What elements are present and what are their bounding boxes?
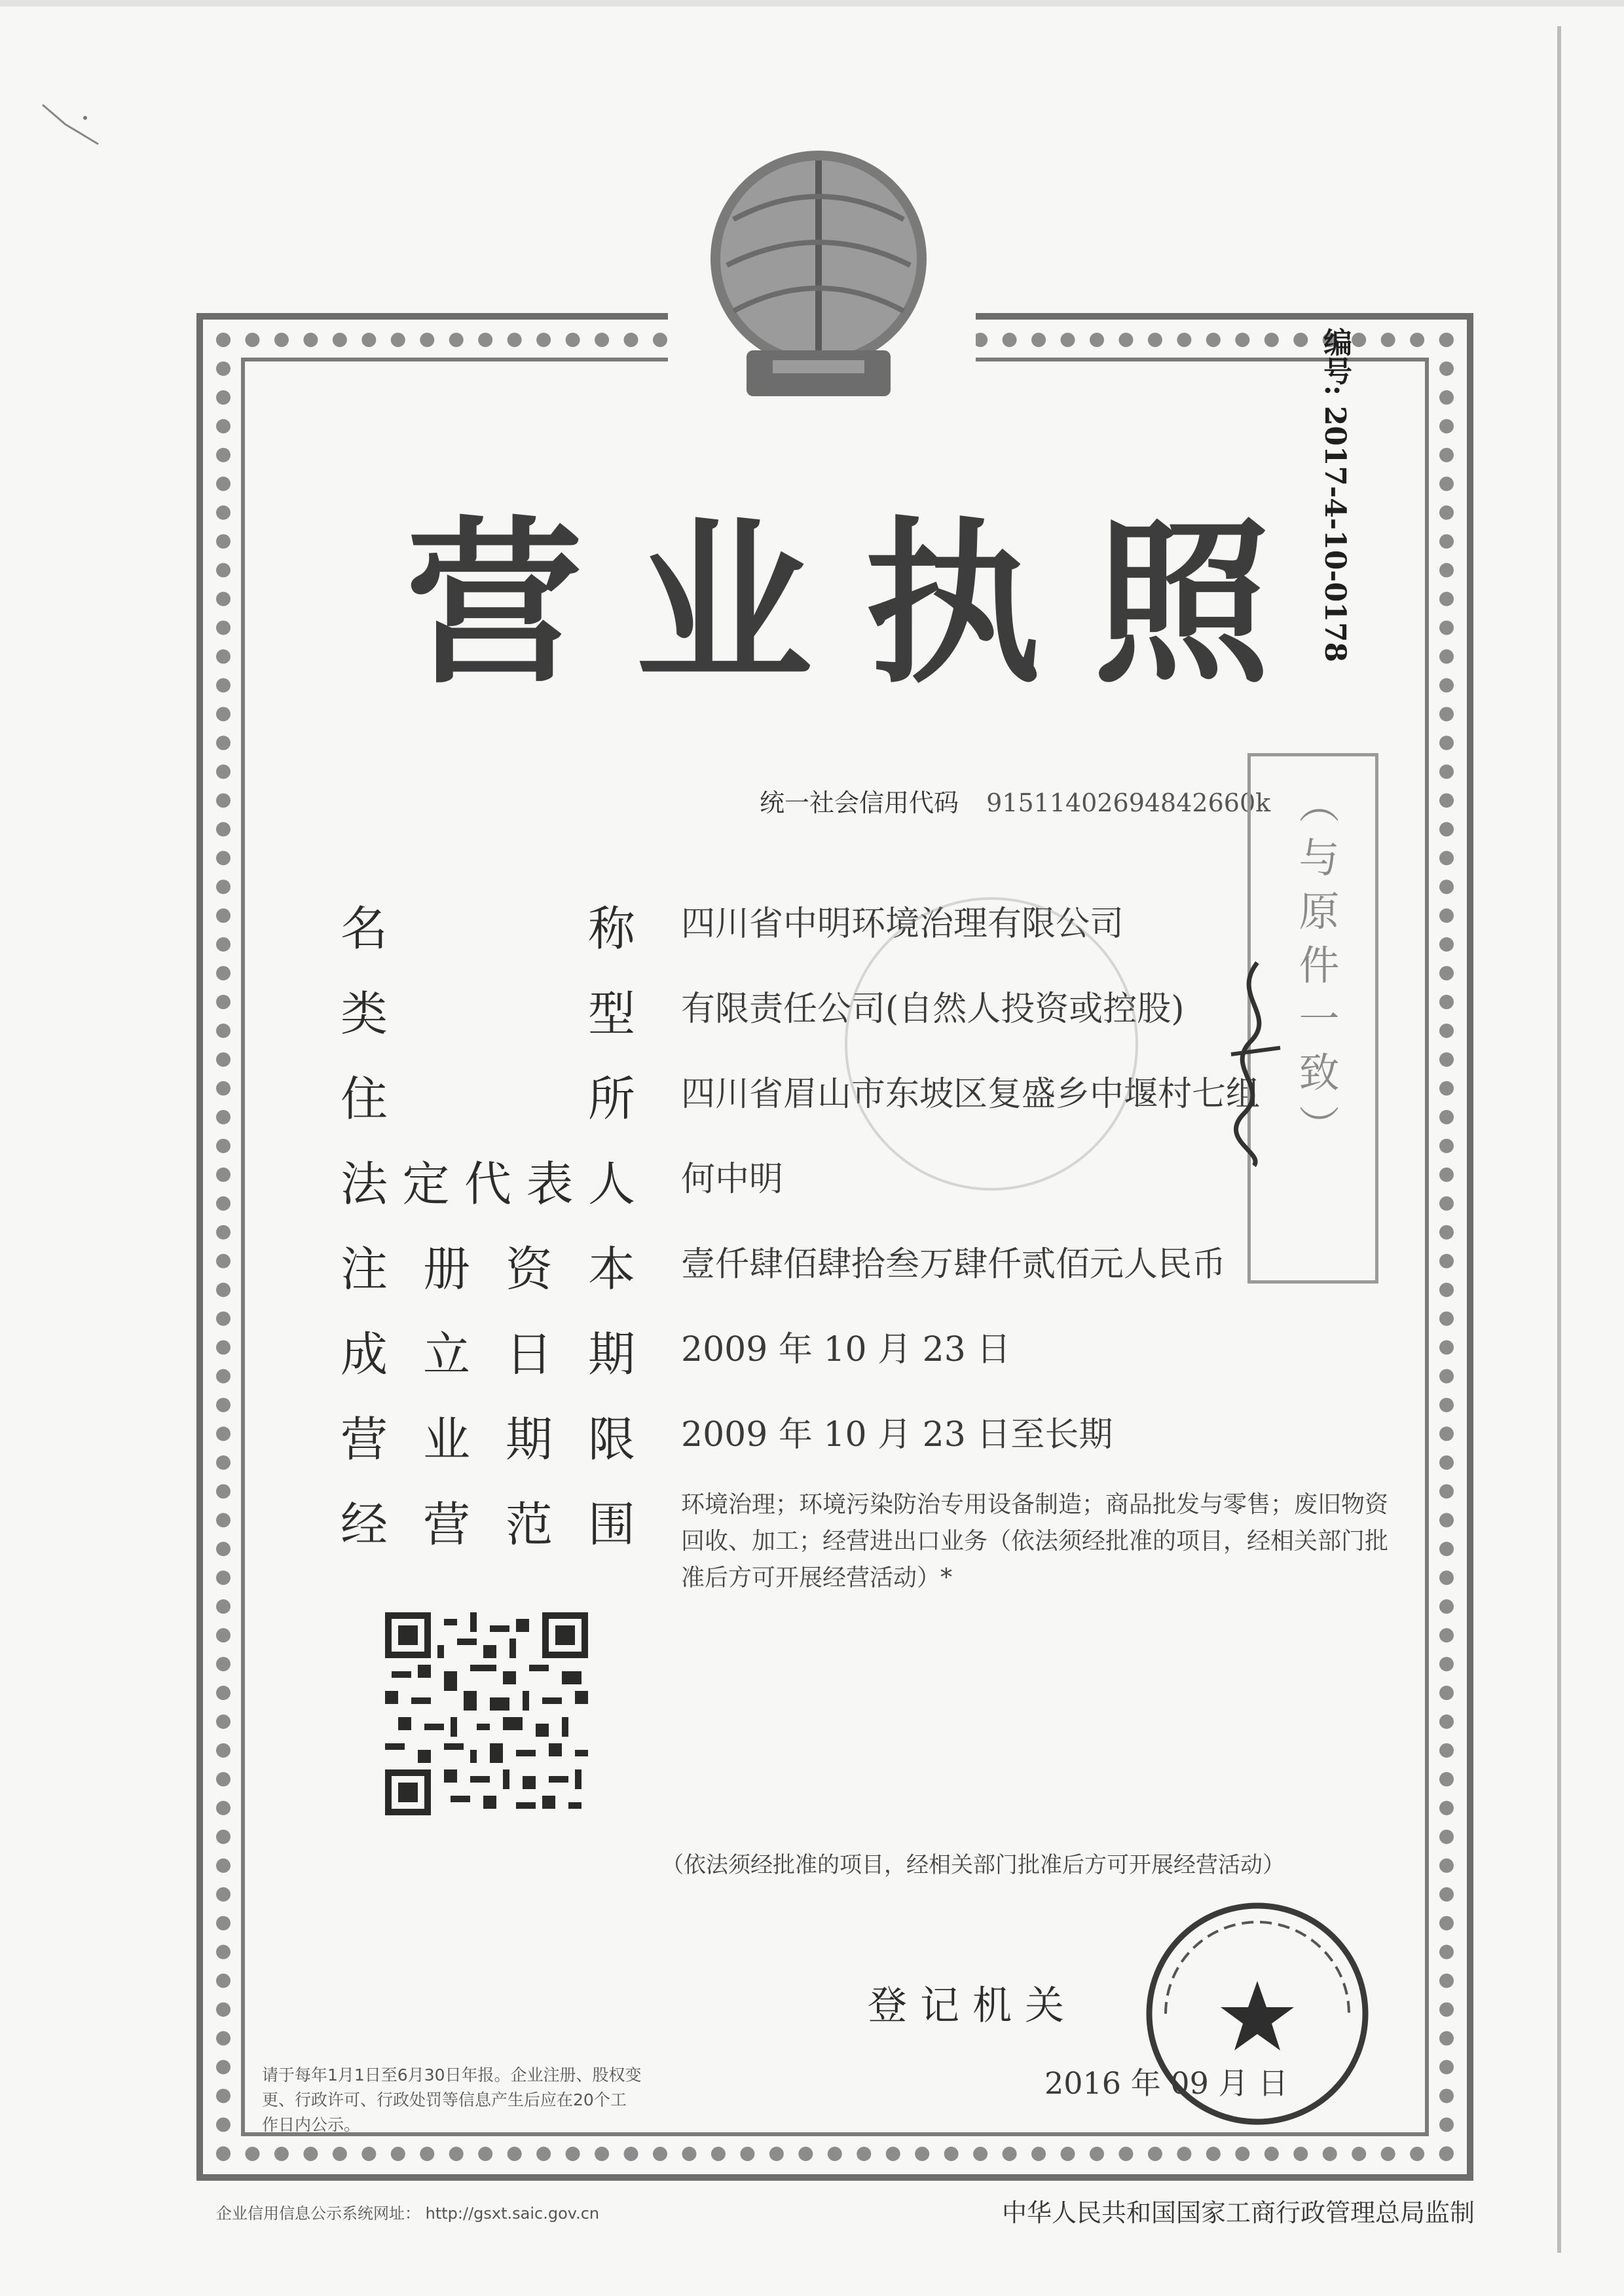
serial-number [1303,327,1356,668]
label-char: 称 [587,901,635,956]
credit-code [760,783,1270,819]
field-label [341,1487,635,1555]
field-value: 四川省眉山市东坡区复盛乡中堰村七组 [681,1075,1261,1114]
field-value: 壹仟肆佰肆拾叁万肆仟贰佰元人民币 [681,1245,1227,1284]
field-label [341,1061,635,1129]
registration-date: 2016 年 09 月 日 [1044,2065,1289,2101]
title-char: 业 [635,499,812,707]
label-char: 业 [422,1412,470,1467]
credit-code-label: 统一社会信用代码 [760,788,959,817]
field-label [341,891,635,959]
label-char: 期 [587,1327,635,1382]
label-char: 立 [422,1327,470,1382]
scan-artifact [39,98,111,151]
national-emblem-icon [674,134,963,422]
label-char: 期 [505,1412,553,1467]
label-char: 围 [587,1497,635,1552]
footer-issuer: 中华人民共和国国家工商行政管理总局监制 [1002,2198,1475,2227]
label-char: 法 [341,1157,388,1212]
label-char: 所 [587,1071,635,1126]
label-char: 本 [587,1242,635,1297]
label-char: 定 [402,1157,450,1212]
label-char: 经 [341,1497,388,1552]
label-char: 住 [341,1071,388,1126]
field-value: 2009 年 10 月 23 日至长期 [681,1415,1113,1454]
label-char: 表 [526,1157,574,1212]
label-char: 人 [587,1157,635,1212]
registration-authority: 登记机关 [868,1983,1077,2029]
field-value: 有限责任公司(自然人投资或控股) [681,990,1185,1029]
label-char: 资 [505,1242,553,1297]
field-value: 2009 年 10 月 23 日 [681,1330,1011,1369]
approval-note: （依法须经批准的项目，经相关部门批准后方可开展经营活动） [661,1852,1285,1878]
serial-label: 编号: [1318,327,1352,396]
scan-top-edge [0,0,1624,7]
field-value: 环境治理；环境污染防治专用设备制造；商品批发与零售；废旧物资回收、加工；经营进出口业务（依法须经批准的项目，经相关部门批准后方可开展经营活动）* [681,1491,1389,1591]
serial-value: 2017-4-10-0178 [1318,405,1352,663]
title-char: 营 [406,499,583,707]
label-char: 注 [341,1242,388,1297]
label-char: 代 [464,1157,511,1212]
field-label [341,976,635,1044]
field-value: 四川省中明环境治理有限公司 [681,904,1124,944]
label-char: 型 [587,986,635,1041]
document-title [406,485,1270,707]
title-char: 执 [864,499,1041,707]
field-label [341,1316,635,1384]
title-char: 照 [1094,499,1270,707]
annual-report-notice: 请于每年1月1日至6月30日年报。企业注册、股权变更、行政许可、行政处罚等信息产生后应在20个工作日内公示。 [262,2065,642,2134]
stamp-text: （与原件一致） [1292,783,1340,1158]
label-char: 类 [341,986,388,1041]
label-char: 范 [505,1497,553,1552]
official-seal-stamp [1139,1896,1375,2132]
field-label [341,1401,635,1470]
label-char: 名 [341,901,388,956]
label-char: 成 [341,1327,388,1382]
label-char: 营 [341,1412,388,1467]
field-label [341,1231,635,1299]
handwritten-signature [1218,956,1290,1172]
qr-code[interactable] [385,1612,588,1815]
label-char: 营 [422,1497,470,1552]
label-char: 册 [422,1242,470,1297]
credit-code-value: 91511402694842660k [986,788,1271,817]
footer-website: 企业信用信息公示系统网址： http://gsxt.saic.gov.cn [216,2204,600,2223]
label-char: 限 [587,1412,635,1467]
field-label [341,1146,635,1214]
scan-right-edge [1557,26,1561,2253]
faint-seal-impression [845,897,1138,1191]
label-char: 日 [505,1327,553,1382]
field-value: 何中明 [681,1160,784,1199]
